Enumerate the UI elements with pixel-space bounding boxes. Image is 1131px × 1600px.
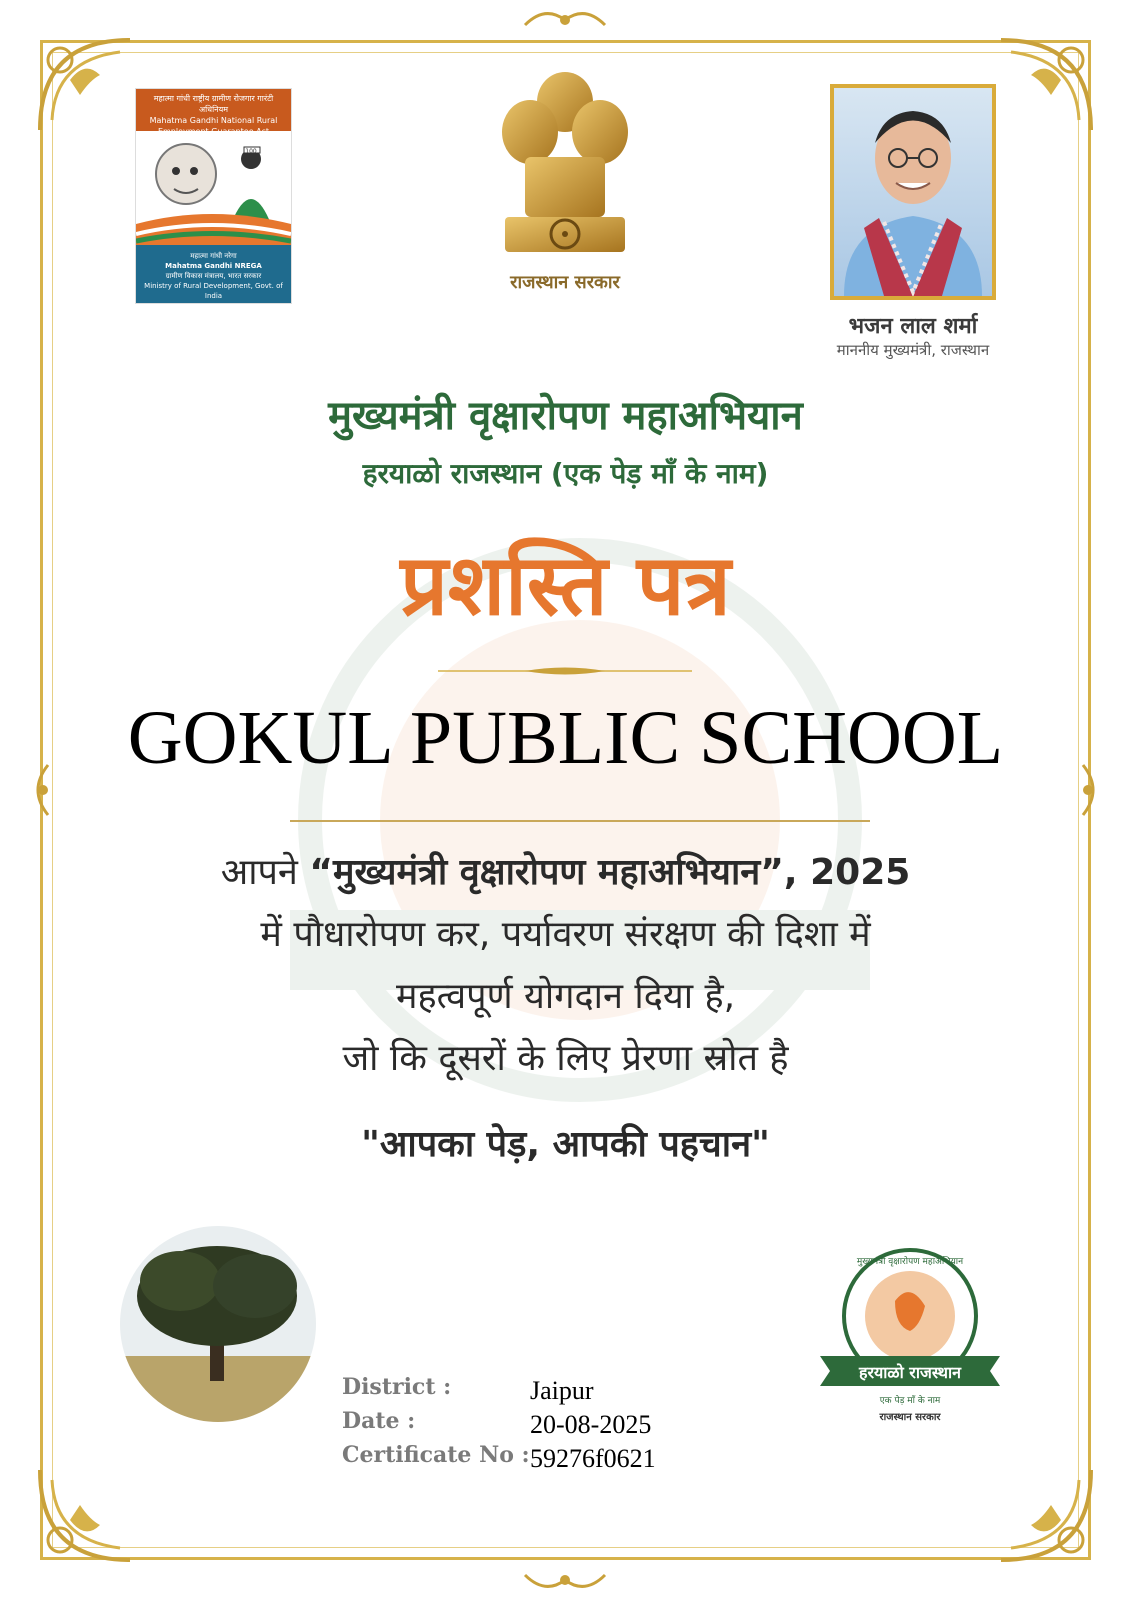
corner-ornament-bottom-right — [991, 1460, 1101, 1570]
campaign-logo — [815, 1246, 1005, 1426]
chief-minister-name: भजन लाल शर्मा — [848, 314, 978, 339]
campaign-logo-footer: राजस्थान सरकार — [879, 1412, 941, 1423]
campaign-logo-arc-text: मुख्यमंत्री वृक्षारोपण महाअभियान — [856, 1257, 964, 1267]
left-ornament — [28, 760, 58, 820]
nrega-logo — [135, 88, 292, 304]
portrait-icon — [834, 88, 992, 296]
body-line-2: में पौधारोपण कर, पर्यावरण संरक्षण की दिशा में — [260, 914, 871, 955]
nrega-badge: 100 — [245, 148, 257, 155]
nrega-ministry-hi: ग्रामीण विकास मंत्रालय, भारत सरकार — [165, 272, 262, 280]
nrega-ministry-en: Ministry of Rural Development, Govt. of India — [144, 282, 283, 300]
body-line-1-campaign: “मुख्यमंत्री वृक्षारोपण महाअभियान”, 2025 — [309, 852, 911, 893]
chief-minister-title: माननीय मुख्यमंत्री, राजस्थान — [836, 341, 990, 359]
nrega-header — [136, 89, 291, 136]
nrega-name-en: Mahatma Gandhi NREGA — [165, 262, 262, 270]
gandhi-illustration-icon — [136, 129, 291, 249]
chief-minister-photo — [830, 84, 996, 300]
body-line-1 — [100, 842, 1031, 904]
corner-ornament-top-right — [991, 30, 1101, 140]
bottom-ornament — [520, 1565, 610, 1595]
date-label: Date : — [342, 1408, 416, 1434]
title-divider — [438, 666, 692, 676]
corner-ornament-top-left — [30, 30, 140, 140]
right-ornament — [1073, 760, 1103, 820]
slogan: "आपका पेड़, आपकी पहचान" — [361, 1124, 770, 1165]
tree-icon — [120, 1226, 316, 1422]
date-value: 20-08-2025 — [530, 1410, 652, 1439]
district-value: Jaipur — [530, 1376, 594, 1405]
certificate-title: प्रशस्ति पत्र — [400, 536, 731, 634]
body-line-1-prefix: आपने — [220, 852, 310, 893]
campaign-logo-tagline: एक पेड़ माँ के नाम — [879, 1396, 941, 1406]
nrega-name-hi: महात्मा गांधी नरेगा — [190, 252, 237, 260]
top-ornament — [520, 5, 610, 35]
nrega-footer — [136, 245, 291, 303]
district-label: District : — [342, 1374, 452, 1400]
certificate-no-label: Certificate No : — [342, 1442, 530, 1468]
state-emblem-icon — [490, 62, 640, 262]
campaign-subtitle: हरयाळो राजस्थान (एक पेड़ माँ के नाम) — [362, 457, 769, 490]
recipient-name: GOKUL PUBLIC SCHOOL — [127, 696, 1004, 780]
campaign-logo-ribbon: हरयाळो राजस्थान — [858, 1363, 962, 1382]
body-line-4: जो कि दूसरों के लिए प्रेरणा स्रोत है — [342, 1038, 789, 1079]
tree-image — [120, 1226, 316, 1422]
certificate-no-value: 59276f0621 — [530, 1444, 656, 1473]
recipient-divider — [290, 820, 870, 822]
certificate-body — [100, 842, 1031, 1090]
body-line-3: महत्वपूर्ण योगदान दिया है, — [395, 976, 736, 1017]
emblem-caption: राजस्थान सरकार — [510, 272, 620, 293]
nrega-header-en: Mahatma Gandhi National Rural Employment Guarantee Act — [149, 116, 278, 136]
campaign-title: मुख्यमंत्री वृक्षारोपण महाअभियान — [328, 393, 803, 439]
corner-ornament-bottom-left — [30, 1460, 140, 1570]
nrega-header-hi: महात्मा गांधी राष्ट्रीय ग्रामीण रोजगार गारंटी अधिनियम — [153, 94, 274, 114]
